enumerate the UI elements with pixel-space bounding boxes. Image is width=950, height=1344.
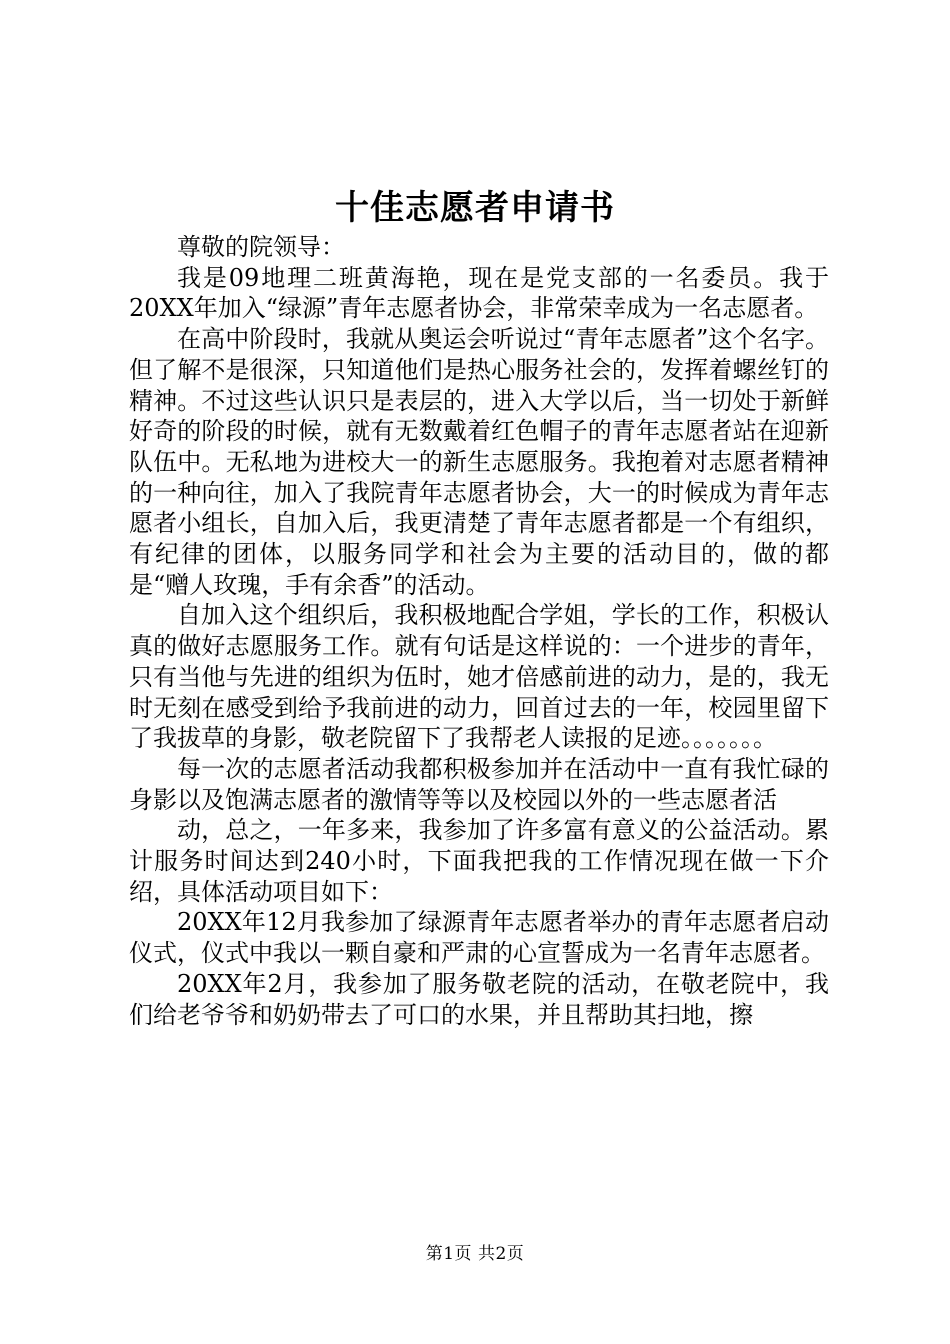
salutation: 尊敬的院领导： bbox=[177, 233, 345, 261]
document-body bbox=[129, 232, 829, 1030]
document-title: 十佳志愿者申请书 bbox=[335, 188, 615, 228]
paragraph: 在高中阶段时，我就从奥运会听说过“青年志愿者”这个名字。但了解不是很深，只知道他们是热心服务社会的，发挥着螺丝钉的精神。不过这些认识只是表层的，进入大学以后，当一切处于新鲜好奇的阶段的时候，就有无数戴着红色帽子的青年志愿者站在迎新队伍中。无私地为进校大一的新生志愿服务。我抱着对志愿者精神的一种向往，加入了我院青年志愿者协会，大一的时候成为青年志愿者小组长，自加入后，我更清楚了青年志愿者都是一个有组织，有纪律的团体，以服务同学和社会为主要的活动目的，做的都是“赠人玫瑰，手有余香”的活动。 bbox=[129, 325, 829, 599]
paragraph: 20XX年12月我参加了绿源青年志愿者举办的青年志愿者启动仪式，仪式中我以一颗自豪和严肃的心宣誓成为一名青年志愿者。 bbox=[129, 908, 829, 968]
paragraph: 动，总之，一年多来，我参加了许多富有意义的公益活动。累计服务时间达到240小时，下面我把我的工作情况现在做一下介绍，具体活动项目如下： bbox=[129, 816, 829, 906]
paragraph: 我是09地理二班黄海艳，现在是党支部的一名委员。我于20XX年加入“绿源”青年志愿者协会，非常荣幸成为一名志愿者。 bbox=[129, 263, 829, 323]
paragraph: 自加入这个组织后，我积极地配合学姐，学长的工作，积极认真的做好志愿服务工作。就有句话是这样说的：一个进步的青年，只有当他与先进的组织为伍时，她才倍感前进的动力，是的，我无时无刻在感受到给予我前进的动力，回首过去的一年，校园里留下了我拔草的身影，敬老院留下了我帮老人读报的足迹。。。。。。。 bbox=[129, 601, 829, 753]
paragraph: 每一次的志愿者活动我都积极参加并在活动中一直有我忙碌的身影以及饱满志愿者的激情等等以及校园以外的一些志愿者活 bbox=[129, 754, 829, 814]
paragraph: 20XX年2月，我参加了服务敬老院的活动，在敬老院中，我们给老爷爷和奶奶带去了可口的水果，并且帮助其扫地，擦 bbox=[129, 969, 829, 1029]
page-number-footer: 第1页 共2页 bbox=[425, 1244, 525, 1264]
